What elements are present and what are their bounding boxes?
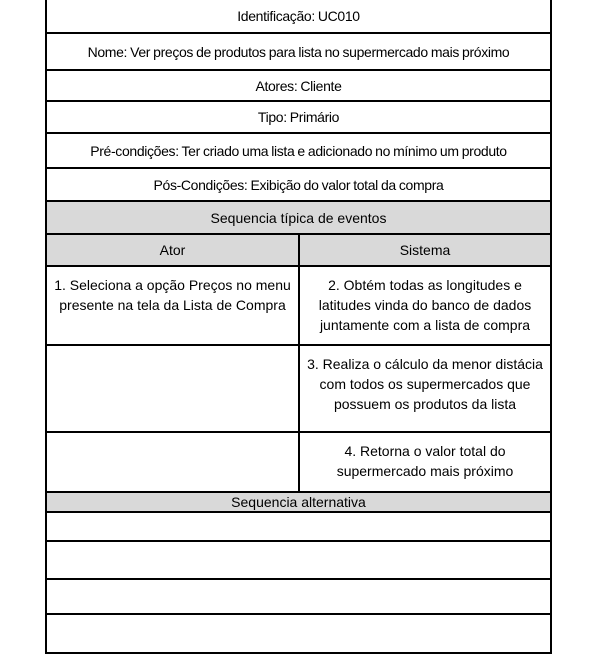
- identification-cell: Identificação: UC010: [46, 0, 551, 33]
- name-row: [46, 33, 551, 70]
- name-cell: Nome: Ver preços de produtos para lista no supermercado mais próximo: [46, 33, 551, 70]
- event-row: [46, 345, 551, 432]
- system-step-cell: 2. Obtém todas as longitudes e latitudes vinda do banco de dados juntamente com a lista de compra: [299, 266, 551, 345]
- identification-row: [46, 0, 551, 33]
- postconditions-cell: Pós-Condições: Exibição do valor total da compra: [46, 168, 551, 201]
- actors-cell: Atores: Cliente: [46, 70, 551, 101]
- alternative-row: [46, 541, 551, 579]
- preconditions-cell: Pré-condições: Ter criado uma lista e adicionado no mínimo um produto: [46, 133, 551, 168]
- event-row: [46, 432, 551, 492]
- typical-sequence-title-row: [46, 201, 551, 234]
- alternative-row: [46, 614, 551, 653]
- column-header-system: Sistema: [299, 234, 551, 266]
- actors-row: [46, 70, 551, 101]
- column-header-actor: Ator: [46, 234, 299, 266]
- alternative-row: [46, 579, 551, 614]
- type-row: [46, 101, 551, 133]
- preconditions-row: [46, 133, 551, 168]
- alternative-row: [46, 512, 551, 541]
- actor-step-cell: 1. Seleciona a opção Preços no menu presente na tela da Lista de Compra: [46, 266, 299, 345]
- alternative-cell: [46, 541, 551, 579]
- postconditions-row: [46, 168, 551, 201]
- alternative-sequence-title-row: [46, 492, 551, 512]
- actor-step-cell: [46, 345, 299, 432]
- alternative-cell: [46, 512, 551, 541]
- alternative-sequence-title: Sequencia alternativa: [46, 492, 551, 512]
- use-case-table: [45, 0, 552, 654]
- event-row: [46, 266, 551, 345]
- alternative-cell: [46, 614, 551, 653]
- typical-sequence-title: Sequencia típica de eventos: [46, 201, 551, 234]
- actor-step-cell: [46, 432, 299, 492]
- alternative-cell: [46, 579, 551, 614]
- type-cell: Tipo: Primário: [46, 101, 551, 133]
- system-step-cell: 4. Retorna o valor total do supermercado mais próximo: [299, 432, 551, 492]
- system-step-cell: 3. Realiza o cálculo da menor distácia com todos os supermercados que possuem os produtos da lista: [299, 345, 551, 432]
- column-header-row: [46, 234, 551, 266]
